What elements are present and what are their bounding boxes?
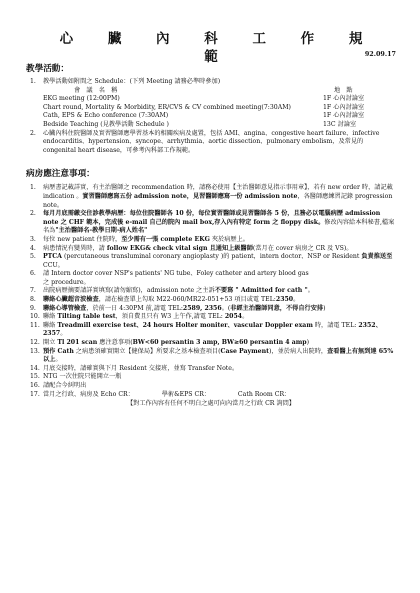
ward-rule-text: 之病患須確實開立【健保局】所要求之基本檢查項目(	[73, 347, 221, 355]
item-number: 14.	[30, 364, 40, 372]
ward-rule-text: )，並於病人出院時，	[268, 347, 328, 355]
ward-rule-text: 聯絡	[43, 313, 58, 321]
ward-rule-emphasis: ，完成後 e-mail 自己的院內 mail box,存入內有特定 form 之 floppy disk。	[98, 218, 325, 226]
section-title-teaching: 教學活動：	[26, 64, 69, 74]
ward-rule-item	[26, 305, 396, 314]
item-number: 10.	[30, 313, 40, 321]
ward-rule-text: ，須自費且只有 W3 上午作,請電 TEL:	[115, 313, 225, 321]
item-number: 1.	[30, 78, 36, 85]
ward-rule-text: 出院病歷摘要請詳實填寫(請勿縮寫)，admission note 之主訴	[43, 287, 215, 295]
item-number: 3.	[30, 235, 36, 243]
item-number: 8.	[30, 296, 36, 304]
ward-rule-text: ，於前一日 4:30PM 前,請電 TEL:	[86, 304, 183, 312]
ward-rule-emphasis: 2350	[275, 296, 294, 304]
ward-rule-item	[26, 313, 396, 322]
ward-rule-emphasis: 2352、2357	[43, 321, 382, 338]
document-date: 92.09.17	[364, 50, 396, 58]
schedule-table	[26, 95, 396, 129]
teaching-item-1	[26, 78, 396, 87]
schedule-meeting-location: 1F 心內討論室	[323, 103, 365, 111]
item-number: 9.	[30, 304, 36, 312]
ward-rule-emphasis: Treadmill exercise test、24 hours Holter moniter、vascular Doppler exam	[57, 321, 313, 329]
ward-rule-emphasis: Tl 201 scan	[57, 339, 98, 347]
teaching-item-1-text: 教學活動如附間之 Schedule：(下列 Meeting 請務必準時參加)	[43, 78, 221, 85]
ward-rule-item	[26, 184, 396, 210]
schedule-row	[26, 112, 396, 121]
ward-rule-item	[26, 348, 396, 365]
item-number: 6.	[30, 270, 36, 278]
schedule-meeting-name: Cath, EPS & Echo conference (7:30AM)	[43, 112, 169, 120]
ward-rule-text: 病患情況有變異時，請	[43, 244, 107, 252]
ward-rule-emphasis: 預作 Cath	[43, 347, 74, 355]
ward-rule-text: 時，請電 TEL:	[312, 321, 359, 329]
schedule-row	[26, 95, 396, 104]
ward-rule-text: 開立	[43, 339, 58, 347]
footer-note: 【對工作內容有任何不明白之處可向內當月之行政 CR 詢問】	[126, 400, 295, 408]
item-number: 13.	[30, 347, 40, 355]
ward-rule-text: 之 procedure。	[43, 278, 90, 286]
item-number: 5.	[30, 253, 36, 261]
item-number: 1.	[30, 184, 36, 192]
ward-rule-text: 應注意事項(	[97, 339, 133, 347]
ward-rule-item	[26, 210, 396, 236]
item-number: 4.	[30, 244, 36, 252]
ward-rule-emphasis: 2589, 2356	[182, 304, 222, 312]
ward-rule-emphasis: Case Payment	[220, 347, 269, 355]
ward-rule-emphasis: 非經主治醫師同意，不得自行安排	[230, 304, 324, 312]
teaching-item-2	[26, 130, 396, 156]
ward-rule-text: 請配合今糾明出	[43, 382, 87, 389]
ward-rule-item	[26, 339, 396, 348]
ward-rule-emphasis: follow EKG& check vital sign 且通知上級醫師	[106, 244, 253, 252]
ward-rule-emphasis: 不要寫 " Admitted for cath "	[214, 287, 308, 295]
ward-rule-emphasis: 至少需有一張 complete EKG	[121, 235, 210, 243]
ward-rule-emphasis: 負責推送至	[361, 253, 393, 261]
schedule-meeting-location: 1F 心內討論室	[323, 95, 365, 103]
ward-rule-text: 修改內容給本科秘書,檔案名為	[43, 218, 395, 235]
ward-rule-text: NTG 一次住院只能開立一瓶	[43, 373, 122, 381]
ward-rule-text: 。	[55, 356, 62, 364]
ward-rule-item	[26, 245, 396, 254]
ward-rule-text: 每位 new patient 住院時，	[43, 235, 122, 243]
item-number: 15.	[30, 373, 40, 381]
ward-rule-item	[26, 236, 396, 245]
schedule-meeting-location: 13C 討論室	[323, 120, 357, 128]
ward-rule-text: 請 Intern doctor cover NSP's patients' NG tube、Foley catheter and artery blood gas	[43, 270, 309, 278]
item-number: 7.	[30, 287, 36, 295]
schedule-row	[26, 121, 396, 130]
ward-rule-text: (percutaneous transluminal coronary angioplasty )的 patient，intern doctor、NSP or Resident	[61, 253, 362, 261]
schedule-col-location: 地 點	[334, 86, 353, 94]
ward-rule-item	[26, 296, 396, 305]
ward-rule-emphasis: 實習醫師應寫五份 admission note，見習醫師應寫一份 admission note	[82, 192, 298, 200]
ward-rule-item	[26, 253, 396, 270]
ward-rule-text: 。	[293, 296, 300, 304]
schedule-header	[26, 87, 396, 96]
item-number: 12.	[30, 339, 40, 347]
schedule-meeting-location: 1F 心內討論室	[323, 112, 365, 120]
ward-rule-text: 。	[242, 313, 249, 321]
item-number: 2.	[30, 210, 36, 218]
ward-rule-text: 。	[307, 287, 314, 295]
ward-rules-list	[26, 184, 396, 399]
ward-rule-item	[26, 287, 396, 296]
ward-rule-text: )	[323, 304, 326, 312]
ward-rule-text: )	[306, 339, 310, 347]
ward-rule-emphasis: 聯絡心導管檢查	[43, 304, 87, 312]
ward-rule-text: ，請在檢查單上勾取 M22-060/MR22-051+53 項目或電 TEL:	[98, 296, 276, 304]
teaching-item-2-text: 心臟內科住院醫師及實習醫師應學習基本的相關疾病及處置，包括 AMI、angina、congestive heart failure、infective endocarditis、hypertension、syncope、arrhythmia、aortic dissection、pulmonary embolism，及常見的 congenital heart disease，可參考內科部工作規範。	[43, 129, 380, 154]
item-number: 2.	[30, 129, 36, 137]
ward-rule-text: 。(	[221, 304, 231, 312]
ward-rule-text: ，各醫師應練習記錄 progression note。	[43, 192, 393, 209]
ward-rule-text: 夾於病歷上。	[209, 235, 249, 243]
ward-rule-item	[26, 270, 396, 287]
ward-rule-text: 月底交接時，請確實與下月 Resident 交接班，並寫 Transfer Note。	[43, 364, 239, 372]
ward-rule-text: (當月在 cover 病房之 CR 及 VS)。	[252, 244, 353, 252]
ward-rule-emphasis: 查看醫上有無到達 65% 以上	[43, 347, 394, 364]
schedule-col-meeting: 會 議 名 稱	[74, 86, 118, 94]
ward-rule-text: 。	[60, 330, 67, 338]
ward-rule-item	[26, 373, 396, 382]
ward-rule-text: CCU。	[43, 261, 64, 269]
ward-rule-text: 聯絡	[43, 321, 58, 329]
schedule-meeting-name: Chart round, Mortality & Morbidity, ER/CVS & CV combined meeting(7:30AM)	[43, 103, 291, 111]
ward-rule-emphasis: 聯絡心臟超音波檢查	[43, 296, 99, 304]
ward-rule-item	[26, 382, 396, 391]
ward-rule-emphasis: Tilting table test	[57, 313, 116, 321]
ward-rule-emphasis: PTCA	[43, 253, 62, 261]
ward-rule-text: 當月之行政、病房及 Echo CR： 學術&EPS CR： Cath Room CR：	[43, 390, 291, 398]
document-title: 心 臟 內 科 工 作 規 範	[59, 31, 378, 65]
ward-rule-text: 病歷書記載詳實，有主治醫師之 recommendation 時，請務必使用【主治醫師意見指示事用章】，若有 new order 時，請記載 indication 。	[43, 184, 393, 200]
section-title-ward: 病房應注意事項：	[26, 169, 95, 180]
ward-rule-item	[26, 322, 396, 339]
schedule-meeting-name: EKG meeting (12:00PM)	[43, 95, 120, 103]
schedule-meeting-name: Bedside Teaching (見教學活動 Schedule )	[43, 120, 169, 128]
ward-rule-emphasis: 2054	[224, 313, 243, 321]
ward-rule-item	[26, 391, 396, 400]
ward-rule-emphasis: 每月月底需繳交住診教學病歷：每位住院醫師各 10 份，每位實習醫師或見習醫師各 5 份，且務必以電腦病歷 admission note 之 CHF 範本	[43, 210, 381, 226]
item-number: 17.	[30, 390, 40, 398]
item-number: 16.	[30, 382, 40, 389]
ward-rule-emphasis: BW<60 persantin 3 amp, BW≥60 persantin 4 amp	[132, 339, 307, 347]
item-number: 11.	[30, 321, 40, 329]
ward-rule-emphasis: "主治醫師名-教學日期-病人姓名"	[55, 227, 148, 235]
